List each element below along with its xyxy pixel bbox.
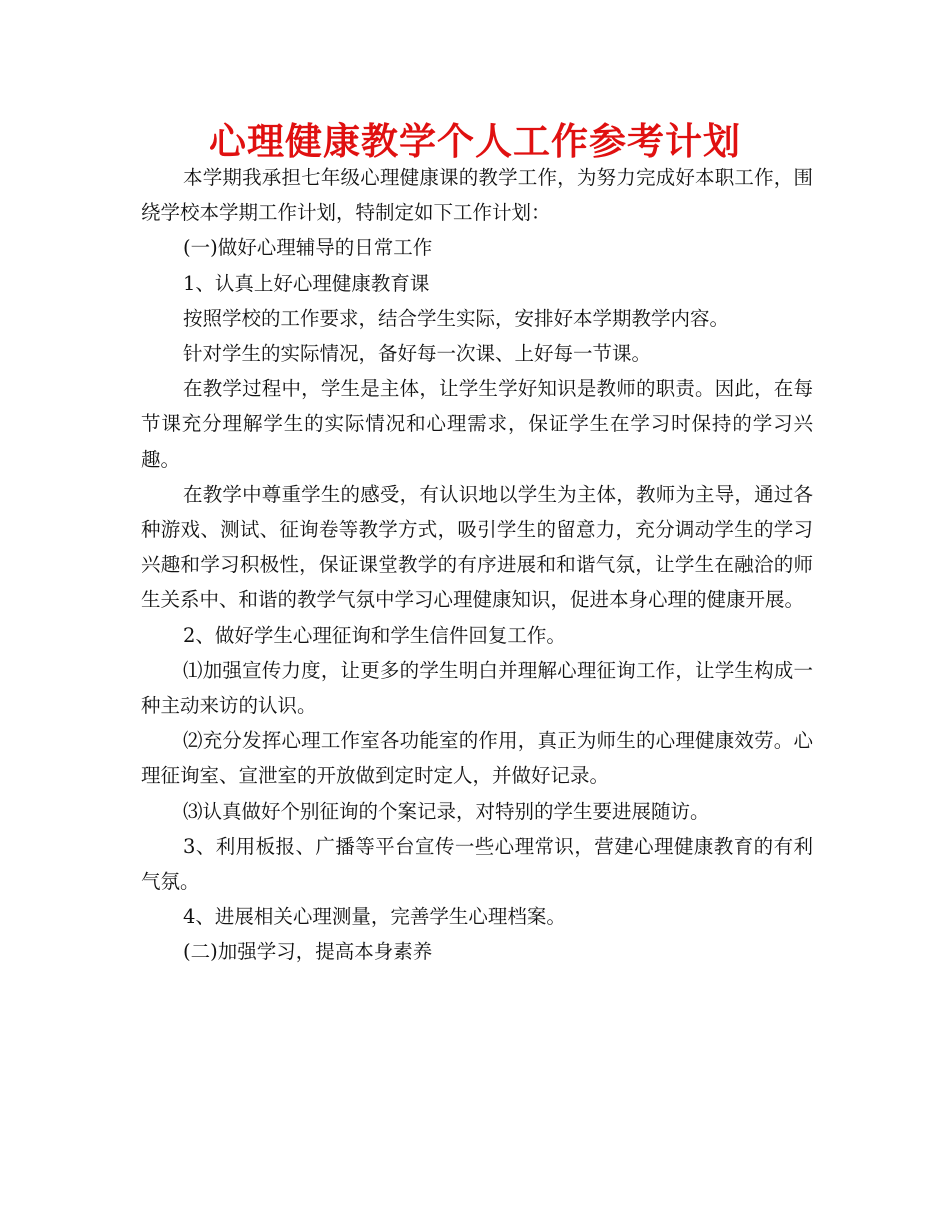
document-title: 心理健康教学个人工作参考计划: [209, 120, 741, 163]
paragraph: 按照学校的工作要求，结合学生实际，安排好本学期教学内容。: [183, 306, 730, 330]
item-heading-2: 2、做好学生心理征询和学生信件回复工作。: [183, 623, 566, 647]
item-heading-3: 3、利用板报、广播等平台宣传一些心理常识，营建心理健康教育的有利气氛。: [141, 834, 813, 894]
section-heading-1: (一)做好心理辅导的日常工作: [183, 236, 433, 260]
item-heading-1: 1、认真上好心理健康教育课: [183, 271, 430, 295]
sub-item-3: ⑶认真做好个别征询的个案记录，对特别的学生要进展随访。: [183, 799, 710, 823]
item-heading-4: 4、进展相关心理测量，完善学生心理档案。: [183, 905, 566, 929]
sub-item-2: ⑵充分发挥心理工作室各功能室的作用，真正为师生的心理健康效劳。心理征询室、宣泄室的开放做到定时定人，并做好记录。: [141, 729, 813, 788]
paragraph: 在教学过程中，学生是主体，让学生学好知识是教师的职责。因此，在每节课充分理解学生的实际情况和心理需求，保证学生在学习时保持的学习兴趣。: [141, 377, 813, 471]
paragraph: 针对学生的实际情况，备好每一次课、上好每一节课。: [183, 342, 652, 366]
paragraph-intro: 本学期我承担七年级心理健康课的教学工作，为努力完成好本职工作，围绕学校本学期工作计划，特制定如下工作计划：: [141, 166, 813, 225]
document-body: [141, 160, 813, 970]
section-heading-2: (二)加强学习，提高本身素养: [183, 940, 433, 964]
sub-item-1: ⑴加强宣传力度，让更多的学生明白并理解心理征询工作，让学生构成一种主动来访的认识。: [141, 658, 813, 718]
paragraph: 在教学中尊重学生的感受，有认识地以学生为主体，教师为主导，通过各种游戏、测试、征询卷等教学方式，吸引学生的留意力，充分调动学生的学习兴趣和学习积极性，保证课堂教学的有序进展和和谐气氛，让学生在融洽的师生关系中、和谐的教学气氛中学习心理健康知识，促进本身心理的健康开展。: [141, 482, 813, 612]
